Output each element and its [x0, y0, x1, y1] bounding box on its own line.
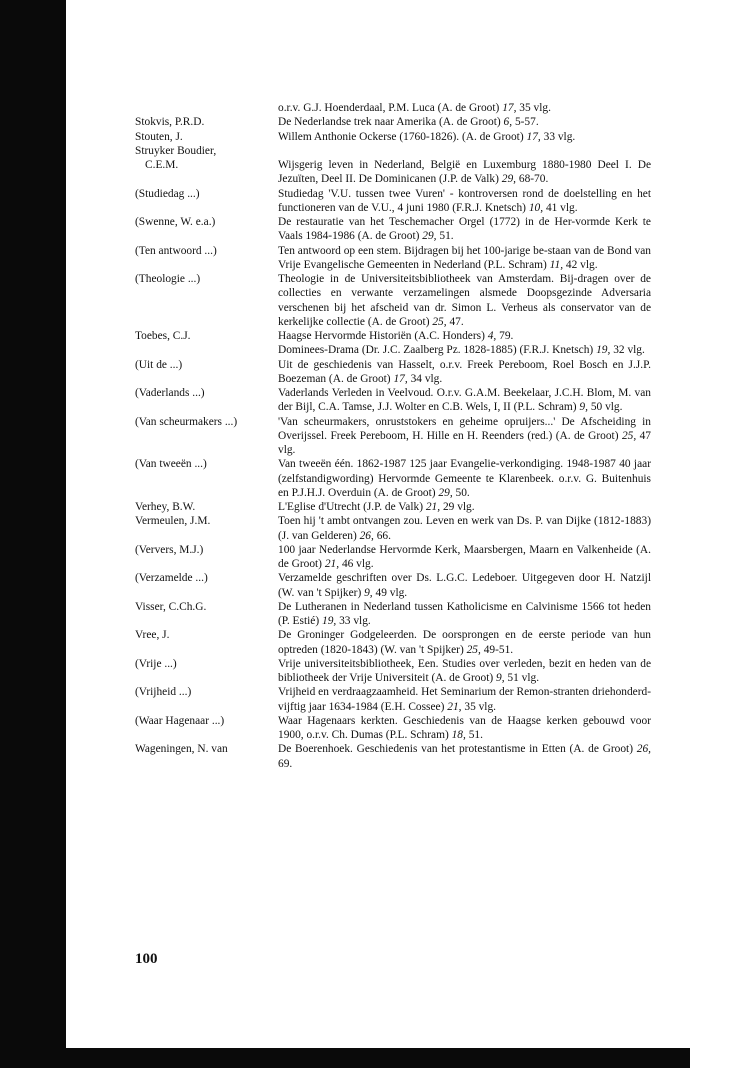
work-title: Verzamelde geschriften over Ds. L.G.C. Ledeboer. Uitgegeven door H. Natzijl (W. van 't Spijker): [278, 572, 651, 599]
volume-number: 17,: [393, 372, 408, 385]
work-title: o.r.v. G.J. Hoenderdaal, P.M. Luca (A. de Groot): [278, 102, 500, 114]
entry-author: (Uit de ...): [135, 358, 183, 371]
entry-author: Stokvis, P.R.D.: [135, 116, 205, 129]
index-entry: [135, 714, 651, 743]
work-title: Vrijheid en verdraagzaamheid. Het Seminarium der Remon-stranten driehonderd-vijftig jaar 1634-1984 (E.H. Cossee): [278, 686, 651, 713]
index-entry: [135, 600, 651, 629]
work-title: 100 jaar Nederlandse Hervormde Kerk, Maarsbergen, Maarn en Valkenheide (A. de Groot): [278, 543, 651, 570]
index-entry: [135, 272, 651, 329]
page-reference: 42 vlg.: [565, 258, 598, 271]
page-reference: 29 vlg.: [442, 501, 475, 513]
index-entry: [135, 657, 651, 686]
work-title: Wijsgerig leven in Nederland, België en Luxemburg 1880-1980 Deel I. De Jezuïten, Deel II. De Dominicanen (J.P. de Valk): [278, 159, 651, 186]
volume-number: 10,: [528, 201, 544, 214]
page-reference: 35 vlg.: [519, 102, 551, 114]
entry-author: C.E.M.: [145, 159, 179, 171]
volume-number: 21,: [324, 558, 340, 570]
work-title: Willem Anthonie Ockerse (1760-1826). (A. de Groot): [278, 130, 524, 143]
index-entry: [135, 500, 651, 514]
index-entry: [135, 187, 651, 216]
entry-work: [278, 685, 651, 714]
page-reference: 47 vlg.: [278, 429, 651, 456]
page-reference: 5-57.: [514, 116, 539, 129]
entry-author: (Swenne, W. e.a.): [135, 216, 216, 228]
entry-author: Wageningen, N. van: [135, 743, 228, 756]
page-reference: 79.: [499, 330, 514, 342]
page-reference: 51.: [468, 729, 483, 741]
work-title: Theologie in de Universiteitsbibliotheek van Amsterdam. Bij-dragen over de collecties en verwante verzamelingen alsmede Doopsgezinde Adversaria verschenen bij het afscheid van dr. Simon L. Verheus als conservator van de kerkelijke collectie (A. de Groot): [278, 273, 651, 328]
volume-number: 21,: [425, 501, 441, 513]
index-entry: [135, 543, 651, 572]
entry-work: [278, 187, 651, 216]
work-title: De Lutheranen in Nederland tussen Katholicisme en Calvinisme 1566 tot heden (P. Estié): [278, 600, 651, 627]
index-entry: [135, 215, 651, 244]
page-reference: 35 vlg.: [464, 700, 497, 713]
work-title: De Nederlandse trek naar Amerika (A. de Groot): [278, 116, 501, 129]
volume-number: 25,: [621, 429, 637, 442]
entry-author: Stouten, J.: [135, 130, 183, 143]
entry-author: (Ten antwoord ...): [135, 244, 217, 257]
entry-author: (Theologie ...): [135, 273, 201, 285]
entry-work: [278, 358, 651, 387]
work-title: Uit de geschiedenis van Hasselt, o.r.v. Freek Pereboom, Roel Bosch en J.J.P. Boezeman (A. de Groot): [278, 358, 651, 385]
entry-work: [278, 115, 651, 129]
volume-number: 6,: [503, 116, 513, 129]
entry-work: [278, 714, 651, 743]
index-entry: [135, 244, 651, 273]
index-entry: [135, 144, 651, 158]
entry-author: (Van scheurmakers ...): [135, 415, 238, 428]
page-number: 100: [135, 951, 158, 967]
entry-author: Vermeulen, J.M.: [135, 515, 211, 528]
work-title: Van tweeën één. 1862-1987 125 jaar Evangelie-verkondiging. 1948-1987 40 jaar (zelfstandigwording) Hervormde Gemeente te Klarenbeek. o.r.v. G. Buitenhuis en P.J.H.J. Overduin (A. de Groot): [278, 458, 651, 499]
entry-work: [278, 101, 651, 115]
entry-author: Verhey, B.W.: [135, 501, 196, 513]
work-title: De Boerenhoek. Geschiedenis van het protestantisme in Etten (A. de Groot): [278, 743, 633, 756]
index-entry: [135, 158, 651, 187]
entry-author: (Vaderlands ...): [135, 387, 205, 399]
page-reference: 69.: [278, 757, 293, 770]
work-title: Haagse Hervormde Historiën (A.C. Honders): [278, 330, 485, 342]
volume-number: 25,: [466, 643, 481, 656]
index-entry: [135, 386, 651, 415]
page-reference: 66.: [376, 529, 391, 542]
entry-work: [278, 244, 651, 273]
index-entry: [135, 343, 651, 357]
index-list: [135, 101, 651, 771]
index-entry: [135, 130, 651, 144]
index-entry: [135, 457, 651, 500]
entry-work: [278, 130, 651, 144]
entry-author: (Waar Hagenaar ...): [135, 714, 225, 727]
entry-work: [278, 543, 651, 572]
volume-number: 21,: [447, 700, 462, 713]
entry-work: [278, 329, 651, 343]
entry-author: [135, 101, 278, 115]
page-reference: 47.: [449, 315, 464, 328]
entry-work: [278, 628, 651, 657]
work-title: De restauratie van het Teschemacher Orgel (1772) in de Her-vormde Kerk te Vaals 1984-1986 (A. de Groot): [278, 216, 651, 243]
index-entry: [135, 101, 651, 115]
page-reference: 34 vlg.: [410, 372, 443, 385]
volume-number: 19,: [596, 344, 611, 357]
entry-work: [278, 571, 651, 600]
entry-author: (Vrije ...): [135, 657, 177, 670]
index-entry: [135, 742, 651, 771]
entry-work: [278, 272, 651, 329]
entry-author: (Verzamelde ...): [135, 572, 208, 585]
page-reference: 49-51.: [483, 643, 514, 656]
volume-number: 17,: [526, 130, 541, 143]
work-title: Vaderlands Verleden in Veelvoud. O.r.v. G.A.M. Beekelaar, J.C.H. Blom, M. van der Bijl, C.A. Tamse, J.J. Wolter en C.B. Wels, I, II (P.L. Schram): [278, 387, 651, 414]
volume-number: 9,: [496, 672, 505, 684]
volume-number: 17,: [502, 102, 517, 114]
page-reference: 51.: [439, 230, 454, 243]
index-entry: [135, 358, 651, 387]
work-title: 'Van scheurmakers, onruststokers en geheime opruijers...' De Afscheiding in Overijssel. Freek Pereboom, H. Hille en H. Reenders (red.) (A. de Groot): [278, 415, 651, 442]
page-reference: 68-70.: [518, 173, 549, 186]
page-reference: 32 vlg.: [613, 344, 645, 357]
work-title: Ten antwoord op een stem. Bijdragen bij het 100-jarige be-staan van de Bond van Vrije Evangelische Gemeenten in Nederland (P.L. Schram): [278, 244, 651, 271]
entry-work: [278, 215, 651, 244]
volume-number: 19,: [322, 615, 337, 627]
page-reference: 50 vlg.: [590, 401, 623, 414]
entry-author: Vree, J.: [135, 629, 170, 642]
entry-author: (Vrijheid ...): [135, 686, 192, 699]
entry-work: [278, 742, 651, 771]
index-entry: [135, 628, 651, 657]
volume-number: 4,: [487, 330, 497, 342]
entry-work: [278, 343, 651, 357]
entry-work: [278, 144, 651, 158]
index-entry: [135, 514, 651, 543]
page-reference: 33 vlg.: [339, 615, 371, 627]
page-reference: 46 vlg.: [341, 558, 374, 570]
page-reference: 50.: [455, 486, 470, 499]
volume-number: 29,: [501, 173, 517, 186]
work-title: De Groninger Godgeleerden. De oorsprongen en de eerste periode van hun optreden (1820-1843) (W. van 't Spijker): [278, 629, 651, 656]
index-entry: [135, 415, 651, 458]
entry-author: [135, 343, 278, 357]
work-title: L'Eglise d'Utrecht (J.P. de Valk): [278, 501, 423, 513]
entry-work: [278, 457, 651, 500]
volume-number: 9,: [364, 586, 373, 599]
entry-author: (Studiedag ...): [135, 187, 200, 200]
index-entry: [135, 115, 651, 129]
entry-author: Struyker Boudier,: [135, 144, 217, 157]
volume-number: 25,: [432, 315, 447, 328]
entry-work: [278, 386, 651, 415]
volume-number: 9,: [579, 401, 588, 414]
volume-number: 18,: [451, 729, 466, 741]
entry-author: (Van tweeën ...): [135, 458, 207, 471]
volume-number: 29,: [422, 230, 437, 243]
work-title: Studiedag 'V.U. tussen twee Vuren' - kontroversen rond de doelstelling en het functioneren van de V.U., 4 juni 1980 (F.R.J. Knetsch): [278, 187, 651, 214]
entry-work: [278, 514, 651, 543]
entry-author: Visser, C.Ch.G.: [135, 600, 207, 613]
page-reference: 33 vlg.: [543, 130, 576, 143]
work-title: Toen hij 't ambt ontvangen zou. Leven en werk van Ds. P. van Dijke (1812-1883) (J. van Gelderen): [278, 515, 651, 542]
page-reference: 41 vlg.: [545, 201, 578, 214]
entry-work: [278, 415, 651, 458]
entry-author: (Ververs, M.J.): [135, 543, 204, 556]
page-reference: 51 vlg.: [507, 672, 540, 684]
work-title: Dominees-Drama (Dr. J.C. Zaalberg Pz. 1828-1885) (F.R.J. Knetsch): [278, 344, 594, 357]
index-entry: [135, 329, 651, 343]
scan-left-border: [0, 0, 66, 1068]
entry-work: [278, 158, 651, 187]
work-title: Waar Hagenaars kerkten. Geschiedenis van de Haagse kerken gebouwd voor 1900, o.r.v. Ch. Dumas (P.L. Schram): [278, 714, 651, 741]
volume-number: 26,: [359, 529, 374, 542]
volume-number: 29,: [438, 486, 453, 499]
volume-number: 26,: [636, 743, 651, 756]
page-reference: 49 vlg.: [375, 586, 408, 599]
volume-number: 11,: [549, 258, 564, 271]
entry-work: [278, 600, 651, 629]
entry-work: [278, 500, 651, 514]
work-title: Vrije universiteitsbibliotheek, Een. Studies over verleden, bezit en heden van de bibliotheek der Vrije Universiteit (A. de Groot): [278, 657, 651, 684]
scan-bottom-border: [60, 1048, 690, 1068]
index-entry: [135, 571, 651, 600]
index-entry: [135, 685, 651, 714]
entry-author: Toebes, C.J.: [135, 330, 191, 342]
entry-work: [278, 657, 651, 686]
